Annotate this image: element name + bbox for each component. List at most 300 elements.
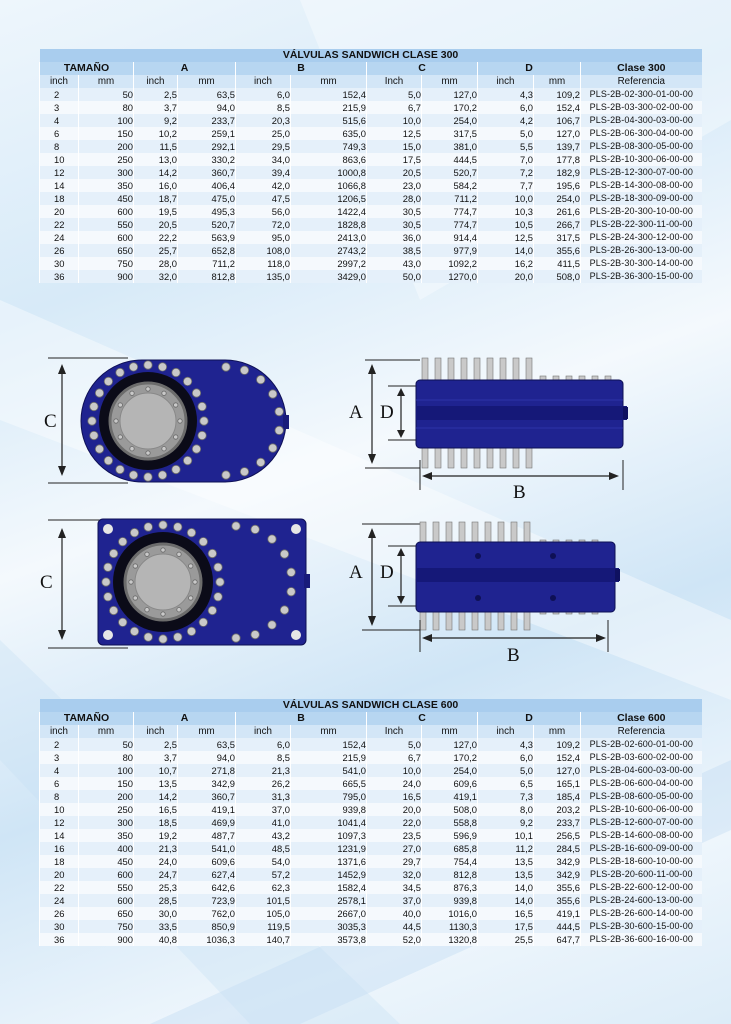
- column-header: mm: [291, 75, 367, 88]
- column-header: mm: [534, 75, 581, 88]
- table-cell: 44,5: [367, 920, 422, 933]
- table-cell: 21,3: [236, 764, 291, 777]
- table-cell: 10,1: [478, 829, 534, 842]
- table-cell: 25,0: [236, 127, 291, 140]
- dim-label-c: C: [44, 411, 57, 432]
- table-cell: 22,0: [367, 816, 422, 829]
- dim-label-a: A: [349, 402, 363, 423]
- table-cell: 23,0: [367, 179, 422, 192]
- table-cell: 350: [79, 829, 134, 842]
- table-cell: 29,5: [236, 140, 291, 153]
- table-cell: 8,0: [478, 803, 534, 816]
- table-row: [40, 816, 702, 829]
- table-cell: 233,7: [178, 114, 236, 127]
- table-cell: 254,0: [422, 114, 478, 127]
- bolt-head: [232, 522, 240, 530]
- table-cell: 10,0: [367, 114, 422, 127]
- table-cell: 152,4: [534, 751, 581, 764]
- reference-cell: PLS-2B-06-300-04-00-00: [581, 127, 702, 140]
- bolt-head: [130, 391, 134, 395]
- column-header: mm: [178, 75, 236, 88]
- table-cell: 2: [40, 88, 79, 101]
- column-header: mm: [79, 725, 134, 738]
- table-cell: 254,0: [422, 764, 478, 777]
- table-cell: 118,0: [236, 257, 291, 270]
- table-cell: 3: [40, 751, 79, 764]
- table-cell: 1452,9: [291, 868, 367, 881]
- table-cell: 1130,3: [422, 920, 478, 933]
- table-cell: 95,0: [236, 231, 291, 244]
- table-cell: 774,7: [422, 205, 478, 218]
- table-cell: 14,2: [134, 790, 178, 803]
- bolt-head: [130, 627, 138, 635]
- table-cell: 520,7: [422, 166, 478, 179]
- table-cell: 24,0: [367, 777, 422, 790]
- reference-cell: PLS-2B-08-300-05-00-00: [581, 140, 702, 153]
- table-cell: 152,4: [534, 101, 581, 114]
- bolt-head: [183, 377, 191, 385]
- bolt-head: [104, 593, 112, 601]
- table-cell: 723,9: [178, 894, 236, 907]
- table-cell: 109,2: [534, 88, 581, 101]
- reference-cell: PLS-2B-26-300-13-00-00: [581, 244, 702, 257]
- reference-cell: PLS-2B-20-600-11-00-00: [581, 868, 702, 881]
- table-cell: 7,2: [478, 166, 534, 179]
- group-header-a: A: [134, 62, 236, 75]
- bolt-head: [214, 563, 222, 571]
- table-clase-600-container: [39, 699, 701, 946]
- column-header: inch: [478, 725, 534, 738]
- table-cell: 600: [79, 894, 134, 907]
- table-row: [40, 842, 702, 855]
- table-cell: 22,2: [134, 231, 178, 244]
- bolt-head: [174, 523, 182, 531]
- bolt-head: [187, 627, 195, 635]
- table-cell: 450: [79, 192, 134, 205]
- table-cell: 30,0: [134, 907, 178, 920]
- group-header-b: B: [236, 712, 367, 725]
- table-cell: 9,2: [134, 114, 178, 127]
- table-cell: 200: [79, 790, 134, 803]
- table-row: [40, 179, 702, 192]
- reference-cell: PLS-2B-22-600-12-00-00: [581, 881, 702, 894]
- table-cell: 2: [40, 738, 79, 751]
- table-cell: 7,0: [478, 153, 534, 166]
- table-cell: 50,0: [367, 270, 422, 283]
- group-header-tamano: TAMAÑO: [40, 712, 134, 725]
- dim-label-c-2: C: [40, 572, 53, 593]
- table-cell: 26: [40, 907, 79, 920]
- table-cell: 17,5: [478, 920, 534, 933]
- table-cell: 330,2: [178, 153, 236, 166]
- table-cell: 1828,8: [291, 218, 367, 231]
- table-cell: 508,0: [534, 270, 581, 283]
- sub-header-row: [40, 75, 702, 88]
- bolt-head: [222, 471, 230, 479]
- bolt-head: [174, 403, 178, 407]
- bolt-head: [118, 618, 126, 626]
- group-header-clase: Clase 300: [581, 62, 702, 75]
- bolt-head: [162, 447, 166, 451]
- bolt-head: [145, 608, 149, 612]
- table-cell: 11,2: [478, 842, 534, 855]
- bolt-head: [193, 580, 197, 584]
- bolt-head: [118, 403, 122, 407]
- table-cell: 127,0: [422, 88, 478, 101]
- table-row: [40, 127, 702, 140]
- reference-cell: PLS-2B-10-600-06-00-00: [581, 803, 702, 816]
- table-cell: 6,7: [367, 751, 422, 764]
- table-cell: 635,0: [291, 127, 367, 140]
- table-cell: 30,5: [367, 218, 422, 231]
- table-row: [40, 244, 702, 257]
- bolt-head: [189, 596, 193, 600]
- bolt-head: [104, 377, 112, 385]
- table-cell: 2578,1: [291, 894, 367, 907]
- column-header: mm: [422, 725, 478, 738]
- group-header-c: C: [367, 712, 478, 725]
- table-cell: 360,7: [178, 790, 236, 803]
- table-cell: 36: [40, 933, 79, 946]
- table-cell: 25,5: [478, 933, 534, 946]
- bolt-head: [116, 465, 124, 473]
- table-row: [40, 881, 702, 894]
- table-row: [40, 140, 702, 153]
- table-cell: 750: [79, 920, 134, 933]
- table-cell: 32,0: [367, 868, 422, 881]
- table-cell: 26: [40, 244, 79, 257]
- group-header-tamano: TAMAÑO: [40, 62, 134, 75]
- table-row: [40, 803, 702, 816]
- reference-cell: PLS-2B-03-600-02-00-00: [581, 751, 702, 764]
- bolt-head: [183, 456, 191, 464]
- table-cell: 550: [79, 881, 134, 894]
- bolt-head: [104, 456, 112, 464]
- table-cell: 16,5: [478, 907, 534, 920]
- side-view-top: [349, 358, 628, 503]
- bolt-head: [280, 606, 288, 614]
- table-cell: 7,7: [478, 179, 534, 192]
- table-cell: 105,0: [236, 907, 291, 920]
- table-cell: 419,1: [534, 907, 581, 920]
- table-cell: 10,0: [478, 192, 534, 205]
- table-cell: 19,2: [134, 829, 178, 842]
- table-cell: 12: [40, 816, 79, 829]
- bolt-head: [187, 528, 195, 536]
- table-cell: 444,5: [534, 920, 581, 933]
- table-cell: 119,5: [236, 920, 291, 933]
- column-header: Inch: [367, 75, 422, 88]
- table-cell: 18: [40, 855, 79, 868]
- table-cell: 150: [79, 777, 134, 790]
- column-header: inch: [134, 725, 178, 738]
- table-cell: 127,0: [422, 738, 478, 751]
- column-header: mm: [534, 725, 581, 738]
- bolt-head: [240, 468, 248, 476]
- table-cell: 812,8: [422, 868, 478, 881]
- table-cell: 94,0: [178, 101, 236, 114]
- table-row: [40, 738, 702, 751]
- table-cell: 18: [40, 192, 79, 205]
- table-cell: 284,5: [534, 842, 581, 855]
- table-cell: 550: [79, 218, 134, 231]
- table-cell: 5,5: [478, 140, 534, 153]
- table-cell: 2743,2: [291, 244, 367, 257]
- table-row: [40, 868, 702, 881]
- bolt-head: [251, 630, 259, 638]
- table-cell: 665,5: [291, 777, 367, 790]
- table-cell: 27,0: [367, 842, 422, 855]
- table-cell: 1016,0: [422, 907, 478, 920]
- table-cell: 271,8: [178, 764, 236, 777]
- bolt-head: [192, 445, 200, 453]
- table-cell: 127,0: [534, 764, 581, 777]
- bolt-head: [130, 447, 134, 451]
- dim-label-b-2: B: [507, 645, 520, 666]
- table-cell: 195,6: [534, 179, 581, 192]
- bolt-head: [251, 525, 259, 533]
- end-view-rounded: [44, 358, 289, 483]
- table-cell: 50: [79, 738, 134, 751]
- table-cell: 711,2: [422, 192, 478, 205]
- bolt-head: [95, 445, 103, 453]
- table-cell: 14: [40, 179, 79, 192]
- bolt-head: [172, 368, 180, 376]
- table-cell: 750: [79, 257, 134, 270]
- table-cell: 8,5: [236, 101, 291, 114]
- bolt-head: [90, 431, 98, 439]
- table-cell: 152,4: [291, 88, 367, 101]
- sub-header-row: [40, 725, 702, 738]
- table-row: [40, 153, 702, 166]
- table-cell: 812,8: [178, 270, 236, 283]
- table-cell: 2667,0: [291, 907, 367, 920]
- table-cell: 6,5: [478, 777, 534, 790]
- bolt-head: [158, 471, 166, 479]
- table-cell: 1036,3: [178, 933, 236, 946]
- bolt-head: [177, 608, 181, 612]
- table-cell: 685,8: [422, 842, 478, 855]
- reference-cell: PLS-2B-18-300-09-00-00: [581, 192, 702, 205]
- group-header-d: D: [478, 712, 581, 725]
- bolt-head: [222, 363, 230, 371]
- table-cell: 20,5: [367, 166, 422, 179]
- table-cell: 170,2: [422, 751, 478, 764]
- table-cell: 515,6: [291, 114, 367, 127]
- bolt-head: [268, 621, 276, 629]
- bolt-head: [118, 537, 126, 545]
- table-cell: 57,2: [236, 868, 291, 881]
- bolt-head: [144, 633, 152, 641]
- bolt-head: [116, 368, 124, 376]
- group-header-clase: Clase 600: [581, 712, 702, 725]
- table-cell: 203,2: [534, 803, 581, 816]
- table-cell: 185,4: [534, 790, 581, 803]
- bolt-head: [145, 552, 149, 556]
- table-title: VÁLVULAS SANDWICH CLASE 600: [40, 699, 702, 712]
- table-cell: 165,1: [534, 777, 581, 790]
- table-clase-300: [39, 49, 702, 283]
- table-cell: 10: [40, 153, 79, 166]
- table-cell: 600: [79, 868, 134, 881]
- reference-cell: PLS-2B-06-600-04-00-00: [581, 777, 702, 790]
- table-cell: 10,0: [367, 764, 422, 777]
- table-cell: 62,3: [236, 881, 291, 894]
- reference-cell: PLS-2B-12-600-07-00-00: [581, 816, 702, 829]
- table-cell: 14,0: [478, 881, 534, 894]
- table-cell: 11,5: [134, 140, 178, 153]
- table-cell: 31,3: [236, 790, 291, 803]
- group-header-b: B: [236, 62, 367, 75]
- reference-cell: PLS-2B-26-600-14-00-00: [581, 907, 702, 920]
- table-cell: 342,9: [178, 777, 236, 790]
- table-cell: 30: [40, 920, 79, 933]
- table-cell: 600: [79, 231, 134, 244]
- table-cell: 24,7: [134, 868, 178, 881]
- bolt-head: [109, 549, 117, 557]
- table-cell: 109,2: [534, 738, 581, 751]
- table-cell: 250: [79, 803, 134, 816]
- table-cell: 39,4: [236, 166, 291, 179]
- table-cell: 28,0: [134, 257, 178, 270]
- table-cell: 419,1: [422, 790, 478, 803]
- table-cell: 12: [40, 166, 79, 179]
- table-cell: 2,5: [134, 738, 178, 751]
- table-cell: 541,0: [178, 842, 236, 855]
- table-row: [40, 764, 702, 777]
- table-cell: 42,0: [236, 179, 291, 192]
- table-cell: 317,5: [422, 127, 478, 140]
- table-cell: 12,5: [367, 127, 422, 140]
- table-cell: 256,5: [534, 829, 581, 842]
- table-cell: 406,4: [178, 179, 236, 192]
- bolt-head: [208, 606, 216, 614]
- table-cell: 1041,4: [291, 816, 367, 829]
- table-cell: 10,7: [134, 764, 178, 777]
- table-cell: 19,5: [134, 205, 178, 218]
- table-cell: 774,7: [422, 218, 478, 231]
- table-cell: 520,7: [178, 218, 236, 231]
- table-cell: 4,3: [478, 88, 534, 101]
- table-cell: 1097,3: [291, 829, 367, 842]
- table-cell: 100: [79, 764, 134, 777]
- table-cell: 52,0: [367, 933, 422, 946]
- table-row: [40, 920, 702, 933]
- table-cell: 63,5: [178, 88, 236, 101]
- table-cell: 26,2: [236, 777, 291, 790]
- table-cell: 10,3: [478, 205, 534, 218]
- table-cell: 10,2: [134, 127, 178, 140]
- table-cell: 1066,8: [291, 179, 367, 192]
- table-cell: 609,6: [178, 855, 236, 868]
- table-cell: 13,0: [134, 153, 178, 166]
- table-cell: 20,0: [367, 803, 422, 816]
- table-cell: 215,9: [291, 101, 367, 114]
- table-cell: 939,8: [422, 894, 478, 907]
- table-cell: 7,3: [478, 790, 534, 803]
- table-cell: 36,0: [367, 231, 422, 244]
- table-cell: 342,9: [534, 868, 581, 881]
- reference-cell: PLS-2B-14-300-08-00-00: [581, 179, 702, 192]
- table-cell: 2997,2: [291, 257, 367, 270]
- column-header: Inch: [367, 725, 422, 738]
- table-cell: 627,4: [178, 868, 236, 881]
- column-header: Referencia: [581, 725, 702, 738]
- bolt-head: [146, 451, 150, 455]
- bolt-head: [129, 471, 137, 479]
- table-cell: 914,4: [422, 231, 478, 244]
- table-cell: 25,7: [134, 244, 178, 257]
- table-cell: 1371,6: [291, 855, 367, 868]
- bolt-head: [287, 588, 295, 596]
- column-header: inch: [236, 75, 291, 88]
- table-cell: 177,8: [534, 153, 581, 166]
- bolt-head: [214, 593, 222, 601]
- table-cell: 4: [40, 764, 79, 777]
- table-cell: 3,7: [134, 751, 178, 764]
- table-cell: 16,5: [134, 803, 178, 816]
- table-cell: 563,9: [178, 231, 236, 244]
- table-row: [40, 855, 702, 868]
- table-cell: 487,7: [178, 829, 236, 842]
- table-cell: 1000,8: [291, 166, 367, 179]
- table-cell: 1206,5: [291, 192, 367, 205]
- table-cell: 152,4: [291, 738, 367, 751]
- bolt-head: [192, 389, 200, 397]
- table-cell: 22: [40, 218, 79, 231]
- table-cell: 37,0: [236, 803, 291, 816]
- table-cell: 10: [40, 803, 79, 816]
- table-cell: 80: [79, 751, 134, 764]
- table-cell: 6: [40, 127, 79, 140]
- table-cell: 14,0: [478, 894, 534, 907]
- dim-label-b: B: [513, 482, 526, 503]
- bolt-head: [133, 564, 137, 568]
- side-view-bottom: [349, 522, 620, 666]
- table-cell: 4,3: [478, 738, 534, 751]
- table-cell: 34,5: [367, 881, 422, 894]
- table-cell: 762,0: [178, 907, 236, 920]
- table-cell: 939,8: [291, 803, 367, 816]
- table-cell: 2,5: [134, 88, 178, 101]
- bolt-head: [208, 549, 216, 557]
- table-cell: 38,5: [367, 244, 422, 257]
- reference-cell: PLS-2B-24-600-13-00-00: [581, 894, 702, 907]
- table-cell: 584,2: [422, 179, 478, 192]
- table-cell: 850,9: [178, 920, 236, 933]
- table-cell: 450: [79, 855, 134, 868]
- table-cell: 14,0: [478, 244, 534, 257]
- table-cell: 250: [79, 153, 134, 166]
- table-cell: 795,0: [291, 790, 367, 803]
- table-cell: 1320,8: [422, 933, 478, 946]
- table-cell: 5,0: [367, 738, 422, 751]
- reference-cell: PLS-2B-10-300-06-00-00: [581, 153, 702, 166]
- table-row: [40, 894, 702, 907]
- table-cell: 108,0: [236, 244, 291, 257]
- table-cell: 215,9: [291, 751, 367, 764]
- bolt-head: [129, 580, 133, 584]
- table-cell: 292,1: [178, 140, 236, 153]
- table-cell: 876,3: [422, 881, 478, 894]
- table-cell: 411,5: [534, 257, 581, 270]
- table-cell: 29,7: [367, 855, 422, 868]
- bolt-head: [275, 426, 283, 434]
- reference-cell: PLS-2B-16-600-09-00-00: [581, 842, 702, 855]
- table-cell: 342,9: [534, 855, 581, 868]
- table-cell: 17,5: [367, 153, 422, 166]
- table-cell: 6: [40, 777, 79, 790]
